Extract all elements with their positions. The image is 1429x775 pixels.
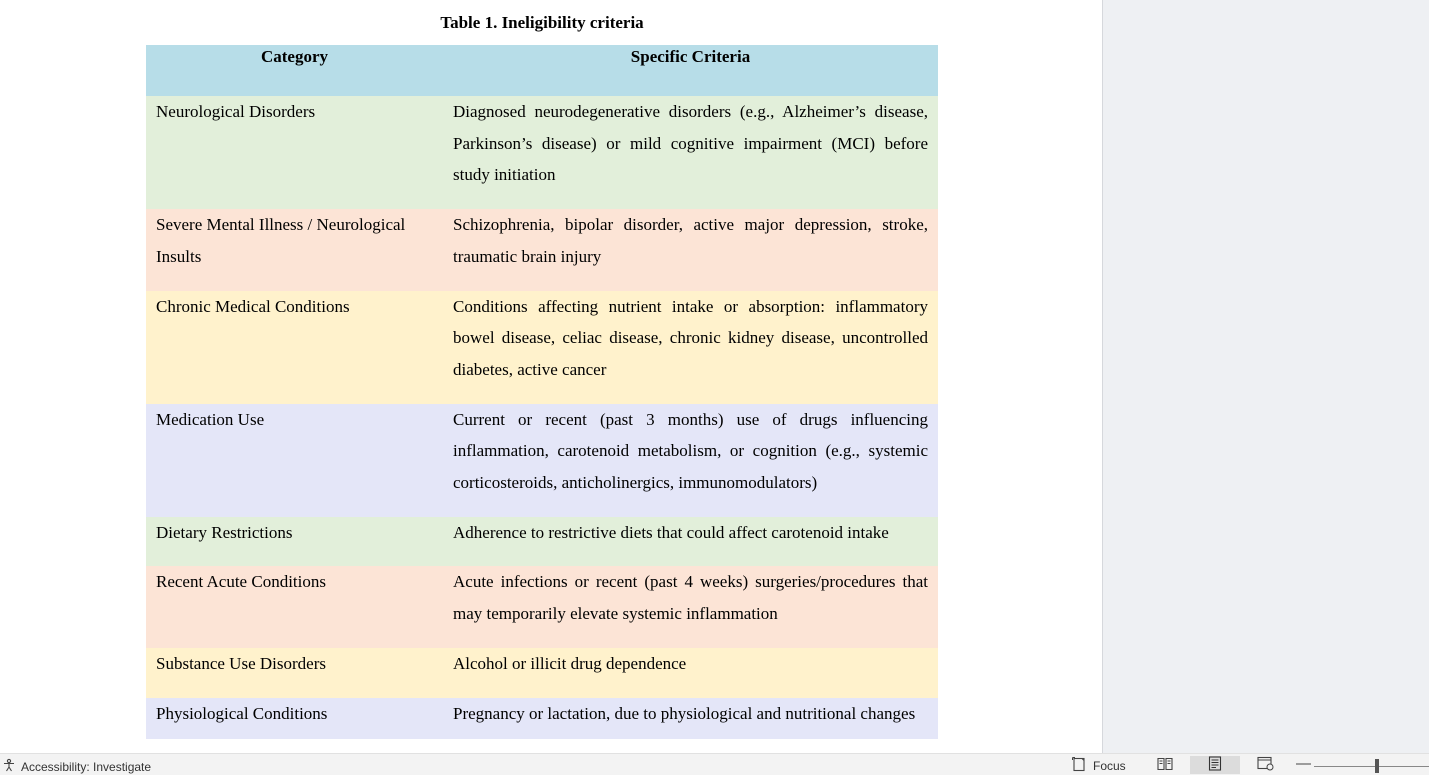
category-cell: Chronic Medical Conditions — [146, 291, 443, 404]
table-row — [146, 291, 938, 404]
table-header-row — [146, 45, 938, 96]
criteria-cell: Alcohol or illicit drug dependence — [443, 648, 938, 698]
side-pane — [1102, 0, 1429, 753]
criteria-cell: Current or recent (past 3 months) use of drugs influencing inflammation, carotenoid metabolism, or cognition (e.g., systemic corticosteroids, anticholinergics, immunomodulators) — [443, 404, 938, 517]
category-cell: Medication Use — [146, 404, 443, 517]
category-cell: Substance Use Disorders — [146, 648, 443, 698]
print-layout-icon — [1208, 756, 1222, 774]
focus-icon — [1072, 757, 1088, 775]
column-header-criteria: Specific Criteria — [443, 45, 938, 96]
criteria-cell: Diagnosed neurodegenerative disorders (e.g., Alzheimer’s disease, Parkinson’s disease) or mild cognitive impairment (MCI) before study initiation — [443, 96, 938, 209]
print-layout-button[interactable] — [1190, 756, 1240, 774]
criteria-cell: Adherence to restrictive diets that could affect carotenoid intake — [443, 517, 938, 567]
web-layout-button[interactable] — [1254, 756, 1276, 774]
status-bar — [0, 753, 1429, 775]
read-mode-icon — [1157, 757, 1173, 774]
table-row — [146, 96, 938, 209]
column-header-category: Category — [146, 45, 443, 96]
table-caption: Table 1. Ineligibility criteria — [440, 13, 644, 32]
zoom-slider[interactable] — [1314, 766, 1429, 767]
table-row — [146, 517, 938, 567]
zoom-out-button[interactable]: — — [1296, 755, 1311, 772]
criteria-cell: Schizophrenia, bipolar disorder, active major depression, stroke, traumatic brain injury — [443, 209, 938, 290]
category-cell: Physiological Conditions — [146, 698, 443, 740]
accessibility-icon — [2, 758, 16, 775]
table-row — [146, 648, 938, 698]
criteria-cell: Acute infections or recent (past 4 weeks) surgeries/procedures that may temporarily elevate systemic inflammation — [443, 566, 938, 647]
ineligibility-table — [146, 45, 938, 739]
criteria-cell: Pregnancy or lactation, due to physiological and nutritional changes — [443, 698, 938, 740]
web-layout-icon — [1257, 756, 1274, 774]
table-row — [146, 404, 938, 517]
table-row — [146, 566, 938, 647]
category-cell: Neurological Disorders — [146, 96, 443, 209]
accessibility-status[interactable] — [2, 758, 151, 775]
table-row — [146, 209, 938, 290]
category-cell: Severe Mental Illness / Neurological Insults — [146, 209, 443, 290]
criteria-cell: Conditions affecting nutrient intake or absorption: inflammatory bowel disease, celiac disease, chronic kidney disease, uncontrolled diabetes, active cancer — [443, 291, 938, 404]
accessibility-label: Accessibility: Investigate — [21, 759, 152, 774]
zoom-slider-thumb[interactable] — [1375, 759, 1379, 773]
table-row — [146, 698, 938, 740]
focus-label: Focus — [1093, 759, 1126, 773]
focus-button[interactable] — [1072, 757, 1126, 775]
category-cell: Dietary Restrictions — [146, 517, 443, 567]
category-cell: Recent Acute Conditions — [146, 566, 443, 647]
read-mode-button[interactable] — [1154, 756, 1176, 774]
